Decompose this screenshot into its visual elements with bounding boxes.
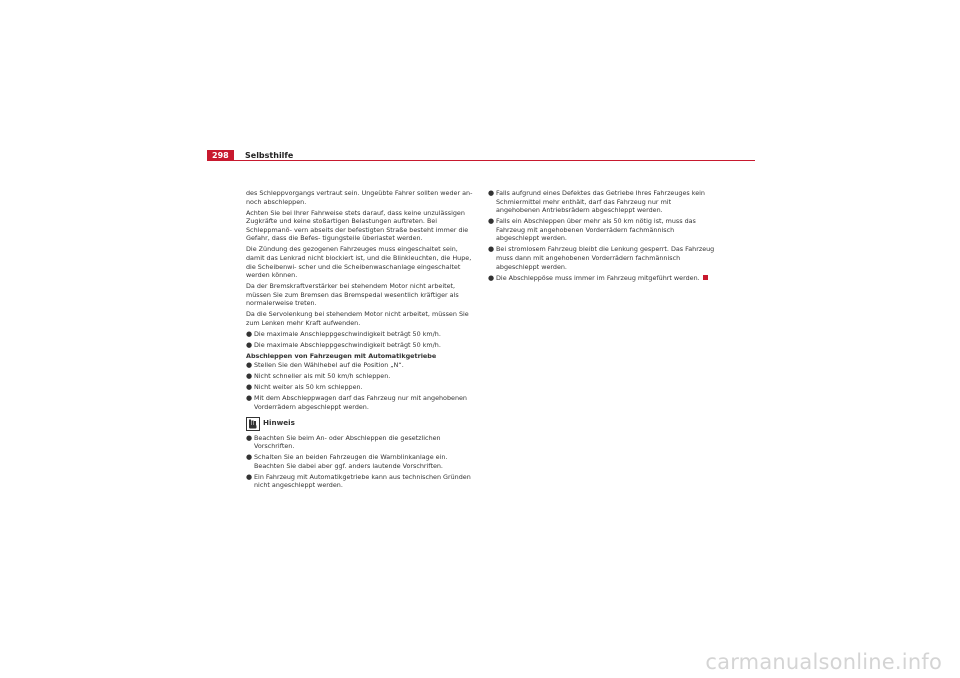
bullet-icon: ●	[246, 361, 253, 370]
list-item: ● Die maximale Abschleppgeschwindigkeit beträgt 50 km/h.	[246, 340, 441, 349]
page-number: 298	[207, 150, 234, 161]
list-item: ● Falls ein Abschleppen über mehr als 50 km nötig ist, muss das Fahrzeug mit angehobenen Vorderrädern fachmännisch abgeschleppt werden.	[488, 217, 696, 243]
list-item: ● Die Abschleppöse muss immer im Fahrzeug mitgeführt werden.	[488, 274, 716, 283]
list-item: ● Stellen Sie den Wählhebel auf die Position „N“.	[246, 361, 404, 370]
list-item: ● Mit dem Abschleppwagen darf das Fahrzeug nur mit angehobenen Vorderrädern abgeschleppt werden.	[246, 394, 467, 411]
note-label: Hinweis	[263, 418, 295, 428]
bullet-icon: ●	[246, 433, 253, 442]
paragraph: Die Zündung des gezogenen Fahrzeuges muss eingeschaltet sein, damit das Lenkrad nicht blockiert ist, und die Blinkleuchten, die Hupe, die Scheibenwi- scher und die Scheibenwaschanlage eingeschaltet werden können.	[246, 245, 472, 280]
list-item: ● Falls aufgrund eines Defektes das Getriebe Ihres Fahrzeuges kein Schmiermittel mehr enthält, darf das Fahrzeug nur mit angehobenen Antriebsrädern abgeschleppt werden.	[488, 189, 705, 215]
bullet-icon: ●	[246, 394, 253, 403]
bullet-icon: ●	[246, 472, 253, 481]
watermark: carmanualsonline.info	[705, 650, 942, 674]
paragraph: des Schleppvorgangs vertraut sein. Ungeübte Fahrer sollten weder an- noch abschleppen.	[246, 189, 473, 206]
bullet-icon: ●	[488, 273, 495, 282]
bullet-icon: ●	[488, 189, 495, 197]
paragraph: Da die Servolenkung bei stehendem Motor nicht arbeitet, müssen Sie zum Lenken mehr Kraft aufwenden.	[246, 310, 469, 327]
list-item: ● Nicht weiter als 50 km schleppen.	[246, 383, 363, 392]
list-item: ● Beachten Sie beim An- oder Abschleppen die gesetzlichen Vorschriften.	[246, 433, 441, 451]
list-item: ● Bei stromlosem Fahrzeug bleibt die Lenkung gesperrt. Das Fahrzeug muss dann mit angehobenen Vorderrädern fachmännisch abgeschleppt werden.	[488, 245, 715, 271]
bullet-icon: ●	[246, 383, 253, 392]
bullet-icon: ●	[246, 453, 253, 462]
paragraph: Achten Sie bei Ihrer Fahrweise stets darauf, dass keine unzulässigen Zugkräfte und keine stoßartigen Belastungen auftreten. Bei Schleppmanö- vern abseits der befestigten Straße besteht immer die Gefahr, dass die Befes- tigungsteile überlastet werden.	[246, 208, 469, 243]
paragraph: Da der Bremskraftverstärker bei stehendem Motor nicht arbeitet, müssen Sie zum Bremsen das Bremspedal wesentlich kräftiger als normalerweise treten.	[246, 282, 459, 308]
right-column	[488, 189, 716, 285]
list-item: ● Schalten Sie an beiden Fahrzeugen die Warnblinkanlage ein. Beachten Sie dabei aber ggf. anders lautende Vorschriften.	[246, 453, 448, 470]
note-hand-icon	[246, 417, 260, 431]
list-item: ● Nicht schneller als mit 50 km/h schleppen.	[246, 372, 391, 381]
bullet-icon: ●	[246, 372, 253, 381]
end-of-section-icon	[703, 275, 708, 280]
bullet-icon: ●	[488, 217, 495, 226]
left-column	[246, 189, 474, 492]
bullet-icon: ●	[488, 245, 495, 254]
bullet-icon: ●	[246, 329, 253, 338]
page-title: Selbsthilfe	[245, 151, 294, 160]
list-item: ● Die maximale Anschleppgeschwindigkeit beträgt 50 km/h.	[246, 329, 441, 338]
section-subheading: Abschleppen von Fahrzeugen mit Automatikgetriebe	[246, 351, 437, 360]
note-heading	[246, 417, 474, 431]
bullet-icon: ●	[246, 340, 253, 349]
list-item: ● Ein Fahrzeug mit Automatikgetriebe kann aus technischen Gründen nicht angeschleppt werden.	[246, 472, 471, 490]
